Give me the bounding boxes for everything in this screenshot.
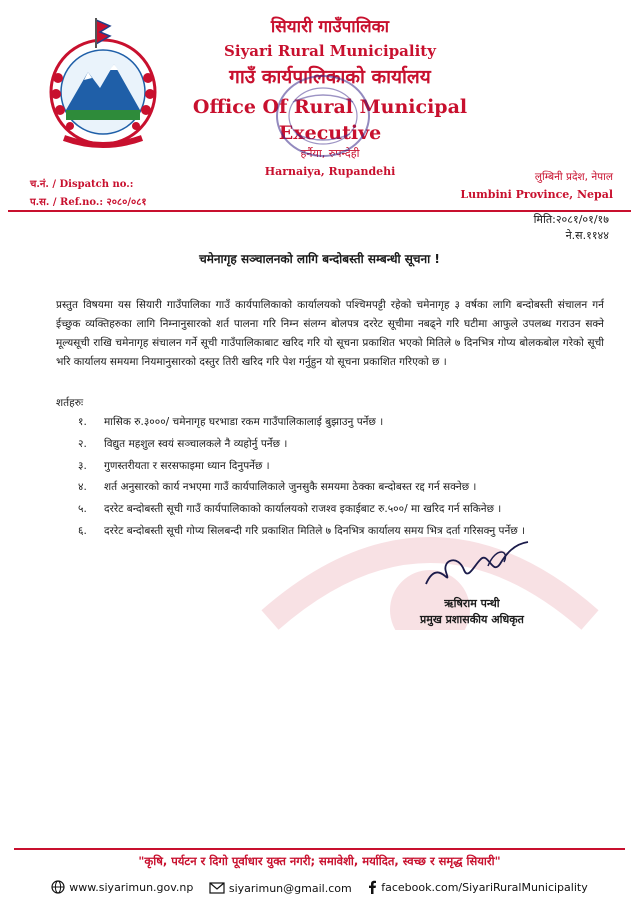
signer-title: प्रमुख प्रशासकीय अधिकृत bbox=[420, 613, 524, 626]
term-text: मासिक रु.३०००/ चमेनागृह घरभाडा रकम गाउँपालिकालाई बुझाउनु पर्नेछ । bbox=[104, 416, 384, 428]
municipality-name-np: सियारी गाउँपालिका bbox=[270, 17, 390, 37]
terms-label: शर्तहरुः bbox=[56, 397, 84, 409]
dispatch-number: च.नं. / Dispatch no.: bbox=[30, 179, 134, 190]
notice-subject: चमेनागृह सञ्चालनको लागि बन्दोबस्ती सम्बन्धी सूचना ! bbox=[199, 252, 440, 266]
signer-name: ऋषिराम पन्थी bbox=[444, 597, 500, 610]
province-block bbox=[460, 168, 613, 204]
term-number: ४. bbox=[78, 481, 87, 494]
term-number: १. bbox=[78, 416, 87, 428]
term-number: ६. bbox=[78, 524, 87, 537]
term-text: विद्युत महशुल स्वयं सञ्चालकले नै व्यहोर्नु पर्नेछ । bbox=[104, 437, 288, 450]
term-text: दररेट बन्दोबस्ती सूची गाउँ कार्यपालिकाको कार्यालयको राजश्व इकाईबाट रु.५००/ मा खरिद गर्न सकिनेछ । bbox=[104, 503, 502, 516]
list-item bbox=[56, 434, 616, 456]
reference-block bbox=[30, 176, 147, 212]
municipality-emblem bbox=[44, 14, 162, 154]
handwritten-signature bbox=[418, 536, 538, 596]
list-item bbox=[56, 477, 616, 499]
office-name-en: Office Of Rural Municipal Executive bbox=[192, 96, 468, 144]
date-block bbox=[534, 212, 609, 244]
list-item bbox=[56, 412, 616, 434]
facebook-contact[interactable] bbox=[367, 880, 588, 894]
place-en: Harnaiya, Rupandehi bbox=[264, 165, 396, 178]
province-np: लुम्बिनी प्रदेश, नेपाल bbox=[534, 171, 613, 183]
globe-icon bbox=[51, 880, 65, 894]
facebook-icon bbox=[367, 880, 377, 894]
term-text: शर्त अनुसारको कार्य नभएमा गाउँ कार्यपालिकाले जुनसुकै समयमा ठेक्का बन्दोबस्त रद्द गर्न सक्नेछ । bbox=[104, 481, 477, 494]
term-number: ५. bbox=[78, 503, 87, 516]
place-np: हर्नैया, रुपन्देही bbox=[300, 147, 360, 160]
list-item bbox=[56, 456, 616, 478]
date-ns: ने.स.११४४ bbox=[565, 229, 609, 242]
email-contact[interactable] bbox=[209, 882, 352, 895]
mail-icon bbox=[209, 882, 225, 894]
email-text: siyarimun@gmail.com bbox=[228, 881, 352, 895]
notice-body: प्रस्तुत विषयमा यस सियारी गाउँपालिका गाउँ कार्यपालिकाको कार्यालयको पश्चिमपट्टी रहेको चमेनागृह ३ वर्षका लागि बन्दोबस्ती संचालन गर्न ईच्छुक व्यक्तिहरुका लागि निम्नानुसारको शर्त पालना गरि निम्न संलग्न बोलपत्र दररेट सूचीमा नबढ्ने गरि घटीमा आफुले उपलब्ध गराउन सक्ने मूल्यसूची राखि चमेनागृह संचालन गर्ने सूची गाउँपालिकाबाट खरिद गरि यो सूचना प्रकाशित भएको मितिले ७ दिनभित्र गोप्य बोलकबोल गरेको सूची भरि कार्यालय समयमा नियमानुसारको दस्तुर तिरी खरिद गरि पेश गर्नुहुन यो सूचना प्रकाशित गरिएको छ । bbox=[56, 299, 604, 368]
term-text: गुणस्तरीयता र सरसफाइमा ध्यान दिनुपर्नेछ । bbox=[104, 459, 270, 472]
signer-block bbox=[420, 596, 524, 628]
footer-divider bbox=[14, 848, 625, 850]
office-name-np: गाउँ कार्यपालिकाको कार्यालय bbox=[229, 66, 431, 88]
term-number: ३. bbox=[78, 459, 87, 472]
terms-list bbox=[56, 412, 616, 543]
list-item bbox=[56, 499, 616, 521]
facebook-text: facebook.com/SiyariRuralMunicipality bbox=[381, 880, 588, 894]
term-text: दररेट बन्दोबस्ती सूची गोप्य सिलबन्दी गरि प्रकाशित मितिले ७ दिनभित्र कार्यालय समय भित्र दर्ता गरिसक्नु पर्नेछ । bbox=[104, 524, 526, 537]
reference-number: प.स. / Ref.no.: २०८०/०८१ bbox=[30, 197, 147, 208]
website-contact[interactable] bbox=[51, 880, 193, 894]
footer-contacts bbox=[0, 880, 639, 897]
date-bs: मिति:२०८१/०१/१७ bbox=[533, 213, 609, 226]
website-text: www.siyarimun.gov.np bbox=[69, 880, 194, 894]
office-stamp bbox=[248, 66, 398, 166]
province-en: Lumbini Province, Nepal bbox=[460, 188, 613, 201]
footer-motto: "कृषि, पर्यटन र दिगो पूर्वाधार युक्त नगरी; समावेशी, मर्यादित, स्वच्छ र समृद्ध सियारी" bbox=[138, 854, 501, 868]
term-number: २. bbox=[78, 437, 87, 450]
municipality-name-en: Siyari Rural Municipality bbox=[224, 42, 436, 60]
